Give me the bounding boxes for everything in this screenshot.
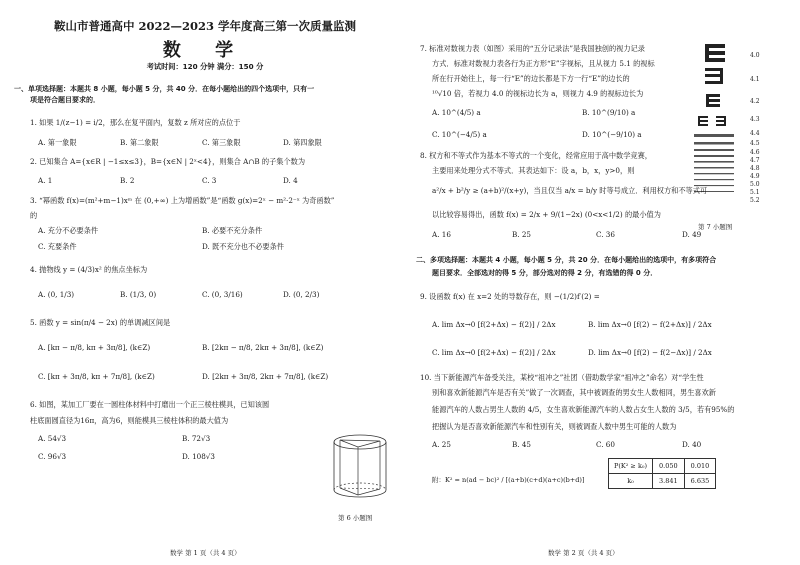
page-1-footer: 数学 第 1 页（共 4 页） xyxy=(170,549,241,557)
critical-value-table xyxy=(608,458,716,489)
q5-option-c[interactable]: C. [kπ + 3π/8, kπ + 7π/8], (k∈Z) xyxy=(38,372,155,381)
question-10-line-3: 能源汽车的人数占男生人数的 4/5，女生喜欢新能源汽车的人数占女生人数的 3/5，若有95%的 xyxy=(432,405,735,414)
q5-option-b[interactable]: B. [2kπ − π/8, 2kπ + 3π/8], (k∈Z) xyxy=(202,343,324,352)
question-8-line-1: 8. 权方和不等式作为基本不等式的一个变化，经常应用于高中数学竞赛， xyxy=(420,151,652,160)
section-2-heading: 二、多项选择题：本题共 4 小题，每小题 5 分，共 20 分．在每小题给出的选项中，有多项符合 xyxy=(416,256,717,264)
acuity-label: 4.9 xyxy=(750,173,760,180)
q8-option-b[interactable]: B. 25 xyxy=(512,230,531,239)
q4-option-d[interactable]: D. (0, 2/3) xyxy=(283,290,320,299)
question-2-stem: 2. 已知集合 A={x∈R | −1≤x≤3}，B={x∈N | 2ˣ<4}，则集合 A∩B 的子集个数为 xyxy=(30,157,306,166)
q4-option-b[interactable]: B. (1/3, 0) xyxy=(120,290,157,299)
question-3-stem-cont: 的 xyxy=(30,211,38,220)
q7-option-d[interactable]: D. 10^(−9/10) a xyxy=(582,130,642,139)
page-2 xyxy=(400,0,800,565)
table-row xyxy=(609,474,716,489)
q7-option-a[interactable]: A. 10^(4/5) a xyxy=(432,108,481,117)
q7-option-b[interactable]: B. 10^(9/10) a xyxy=(582,108,636,117)
acuity-label: 4.4 xyxy=(750,130,760,137)
q6-option-c[interactable]: C. 96√3 xyxy=(38,452,67,461)
q1-option-c[interactable]: C. 第三象限 xyxy=(202,138,241,147)
table-row xyxy=(609,459,716,474)
k-squared-formula: 附：K² = n(ad − bc)² / [(a+b)(c+d)(a+c)(b+d)] xyxy=(432,476,585,484)
q3-option-a[interactable]: A. 充分不必要条件 xyxy=(38,226,99,235)
q1-option-b[interactable]: B. 第二象限 xyxy=(120,138,159,147)
acuity-label: 4.3 xyxy=(750,116,760,123)
q6-option-a[interactable]: A. 54√3 xyxy=(38,434,67,443)
question-1-stem: 1. 如果 1/(z−1) = i/2，那么在复平面内，复数 z 所对应的点位于 xyxy=(30,118,241,127)
q5-option-d[interactable]: D. [2kπ + 3π/8, 2kπ + 7π/8], (k∈Z) xyxy=(202,372,329,381)
question-8-line-4: 以比较容易得出，函数 f(x) = 2/x + 9/(1−2x) (0<x<1/2) 的最小值为 xyxy=(432,210,661,219)
q2-option-b[interactable]: B. 2 xyxy=(120,176,135,185)
question-10-line-1: 10. 当下新能源汽车备受关注，某校“祖冲之”社团（借助数学家“祖冲之”命名）对“学生性 xyxy=(420,373,704,382)
exam-title: 鞍山市普通高中 2022—2023 学年度高三第一次质量监测 xyxy=(53,19,357,33)
q8-option-a[interactable]: A. 16 xyxy=(432,230,451,239)
q10-option-a[interactable]: A. 25 xyxy=(432,440,451,449)
question-7-line-2: 方式．标准对数视力表各行为正方形“E”字视标，且从视力 5.1 的视标 xyxy=(432,59,655,68)
acuity-label: 4.1 xyxy=(750,76,760,83)
acuity-label: 4.7 xyxy=(750,157,760,164)
table-cell: 3.841 xyxy=(653,474,685,489)
q10-option-b[interactable]: B. 45 xyxy=(512,440,531,449)
acuity-label: 4.6 xyxy=(750,149,760,156)
q6-option-b[interactable]: B. 72√3 xyxy=(182,434,211,443)
section-2-heading-cont: 题目要求．全部选对的得 5 分，部分选对的得 2 分，有选错的得 0 分． xyxy=(432,269,658,277)
acuity-label: 4.2 xyxy=(750,98,760,105)
q9-option-c[interactable]: C. lim Δx→0 [f(2+Δx) − f(2)] / 2Δx xyxy=(432,348,556,357)
q2-option-d[interactable]: D. 4 xyxy=(283,176,298,185)
question-4-stem: 4. 抛物线 y = (4/3)x² 的焦点坐标为 xyxy=(30,265,148,274)
q1-option-a[interactable]: A. 第一象限 xyxy=(38,138,77,147)
q10-option-c[interactable]: C. 60 xyxy=(596,440,615,449)
table-cell: P(K² ≥ k₀) xyxy=(609,459,653,474)
subject-title: 数 学 xyxy=(162,40,248,61)
figure-6-caption: 第 6 小题图 xyxy=(338,514,373,522)
page-2-footer: 数学 第 2 页（共 4 页） xyxy=(548,549,619,557)
table-cell: 6.635 xyxy=(684,474,716,489)
acuity-label: 4.5 xyxy=(750,140,760,147)
q3-option-d[interactable]: D. 既不充分也不必要条件 xyxy=(202,242,284,251)
question-6-stem-cont: 柱底面圆直径为16π，高为6，则能模具三棱柱体积的最大值为 xyxy=(30,416,229,425)
figure-7-caption: 第 7 小题图 xyxy=(698,223,733,231)
q4-option-a[interactable]: A. (0, 1/3) xyxy=(38,290,75,299)
q9-option-d[interactable]: D. lim Δx→0 [f(2) − f(2−Δx)] / 2Δx xyxy=(588,348,712,357)
q1-option-d[interactable]: D. 第四象限 xyxy=(283,138,322,147)
acuity-label: 5.0 xyxy=(750,181,760,188)
question-5-stem: 5. 函数 y = sin(π/4 − 2x) 的单调减区间是 xyxy=(30,318,171,327)
q9-option-a[interactable]: A. lim Δx→0 [f(2+Δx) − f(2)] / 2Δx xyxy=(432,320,556,329)
q3-option-b[interactable]: B. 必要不充分条件 xyxy=(202,226,263,235)
question-10-line-4: 把握认为是否喜欢新能源汽车和性别有关，则被调查人数中男生可能的人数为 xyxy=(432,422,677,431)
question-7-line-1: 7. 标准对数视力表（如图）采用的“五分记录法”是我国独创的视力记录 xyxy=(420,44,645,53)
acuity-label: 5.1 xyxy=(750,189,760,196)
q3-option-c[interactable]: C. 充要条件 xyxy=(38,242,77,251)
question-3-stem: 3. “幂函数 f(x)=(m²+m−1)xᵐ 在 (0,+∞) 上为增函数”是“函数 g(x)=2ˣ − m²·2⁻ˣ 为奇函数” xyxy=(30,196,335,205)
acuity-label: 5.2 xyxy=(750,197,760,204)
question-8-line-3: a²/x + b²/y ≥ (a+b)²/(x+y)，当且仅当 a/x = b/y 时等号成立．利用权方和不等式可 xyxy=(432,186,708,195)
table-cell: 0.010 xyxy=(684,459,716,474)
table-cell: k₀ xyxy=(609,474,653,489)
q8-option-c[interactable]: C. 36 xyxy=(596,230,615,239)
cylinder-figure xyxy=(330,432,390,510)
question-7-line-3: 所在行开始往上，每一行“E”的边长都是下方一行“E”的边长的 xyxy=(432,74,630,83)
question-8-line-2: 主要用来处理分式不等式．其表达如下：设 a，b，x，y>0，则 xyxy=(432,166,635,175)
question-6-stem: 6. 如图，某加工厂要在一圆柱体材料中打磨出一个正三棱柱模具，已知该圆 xyxy=(30,400,270,409)
q9-option-b[interactable]: B. lim Δx→0 [f(2) − f(2+Δx)] / 2Δx xyxy=(588,320,712,329)
acuity-label: 4.8 xyxy=(750,165,760,172)
question-7-line-4: ¹⁰√10 倍，若视力 4.0 的视标边长为 a，则视力 4.9 的视标边长为 xyxy=(432,89,644,98)
table-cell: 0.050 xyxy=(653,459,685,474)
q6-option-d[interactable]: D. 108√3 xyxy=(182,452,215,461)
q5-option-a[interactable]: A. [kπ − π/8, kπ + 3π/8], (k∈Z) xyxy=(38,343,151,352)
exam-info: 考试时间：120 分钟 满分：150 分 xyxy=(146,62,264,71)
q2-option-c[interactable]: C. 3 xyxy=(202,176,217,185)
q8-option-d[interactable]: D. 49 xyxy=(682,230,702,239)
section-1-heading: 一、单项选择题：本题共 8 小题，每小题 5 分，共 40 分．在每小题给出的四个选项中，只有一 xyxy=(14,85,315,93)
q4-option-c[interactable]: C. (0, 3/16) xyxy=(202,290,243,299)
q7-option-c[interactable]: C. 10^(−4/5) a xyxy=(432,130,487,139)
q10-option-d[interactable]: D. 40 xyxy=(682,440,702,449)
question-9-stem: 9. 设函数 f(x) 在 x=2 处的导数存在，则 −(1/2)f′(2) = xyxy=(420,292,600,301)
question-10-line-2: 别和喜欢新能源汽车是否有关”做了一次调查，其中被调查的男女生人数相同，男生喜欢新 xyxy=(432,388,716,397)
section-1-heading-cont: 项是符合题目要求的． xyxy=(30,96,100,104)
q2-option-a[interactable]: A. 1 xyxy=(38,176,53,185)
acuity-label: 4.0 xyxy=(750,52,760,59)
